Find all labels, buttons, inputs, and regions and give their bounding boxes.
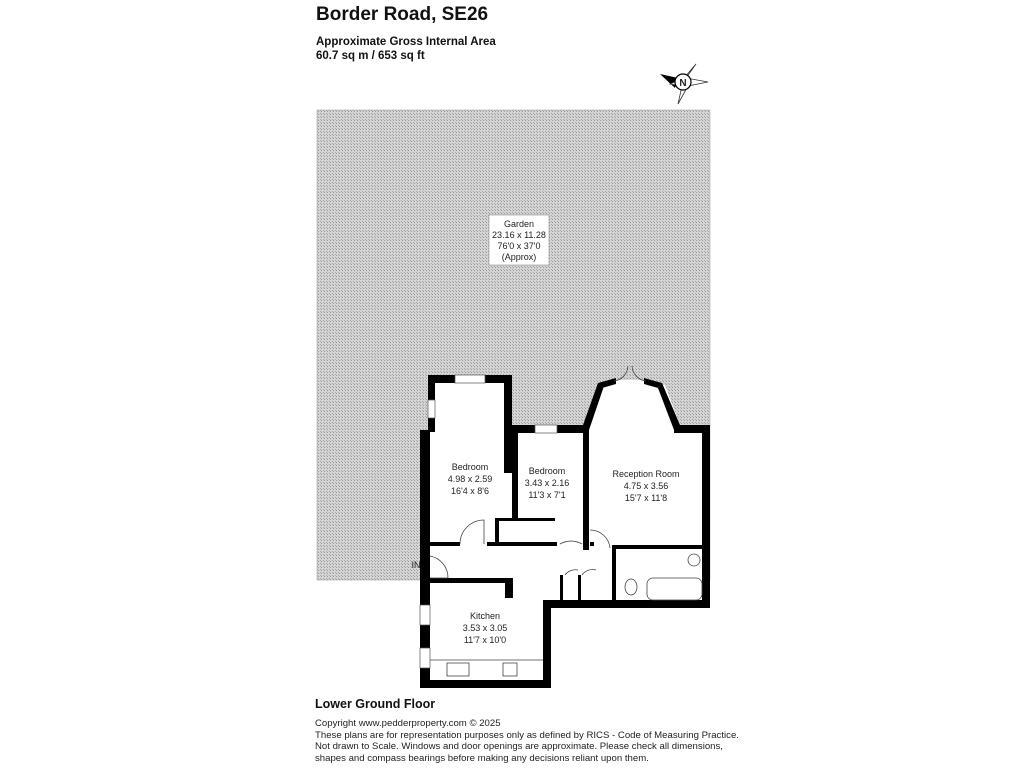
svg-text:Reception Room: Reception Room [612,469,680,479]
svg-text:Bedroom: Bedroom [528,466,566,476]
svg-text:3.43 x 2.16: 3.43 x 2.16 [524,478,570,488]
copyright: Copyright www.pedderproperty.com © 2025 [315,718,501,729]
area-value: 60.7 sq m / 653 sq ft [316,50,425,62]
svg-text:4.75 x 3.56: 4.75 x 3.56 [623,481,669,491]
compass-letter: N [679,78,687,89]
disclaimer-line: shapes and compass bearings before making any decisions reliant upon them. [315,752,649,764]
disclaimer-line: These plans are for representation purposes only as defined by RICS - Code of Measuring Practice. [315,729,739,741]
svg-text:4.98 x 2.59: 4.98 x 2.59 [447,474,493,484]
property-title: Border Road, SE26 [316,4,489,25]
svg-text:76'0 x 37'0: 76'0 x 37'0 [497,241,541,251]
svg-text:Garden: Garden [503,219,535,229]
svg-text:(Approx): (Approx) [501,252,537,262]
svg-text:23.16 x 11.28: 23.16 x 11.28 [492,230,546,240]
footer-notes [315,718,739,764]
bedroom-2-label [525,466,570,500]
bedroom-1-label [448,462,493,496]
svg-text:11'7 x 10'0: 11'7 x 10'0 [463,635,507,645]
entrance-label: IN [411,560,421,570]
area-label: Approximate Gross Internal Area [316,36,496,48]
svg-text:15'7 x 11'8: 15'7 x 11'8 [624,493,668,503]
svg-text:3.53 x 3.05: 3.53 x 3.05 [462,623,508,633]
svg-text:11'3 x 7'1: 11'3 x 7'1 [528,490,566,500]
floor-label: Lower Ground Floor [315,697,436,711]
svg-text:Kitchen: Kitchen [469,611,501,621]
svg-text:16'4 x 8'6: 16'4 x 8'6 [451,486,489,496]
compass-icon [660,64,708,104]
svg-text:Bedroom: Bedroom [451,462,489,472]
disclaimer-line: Not drawn to Scale. Windows and door openings are approximate. Please check all dimensions, [315,741,723,752]
garden-label [489,215,549,265]
